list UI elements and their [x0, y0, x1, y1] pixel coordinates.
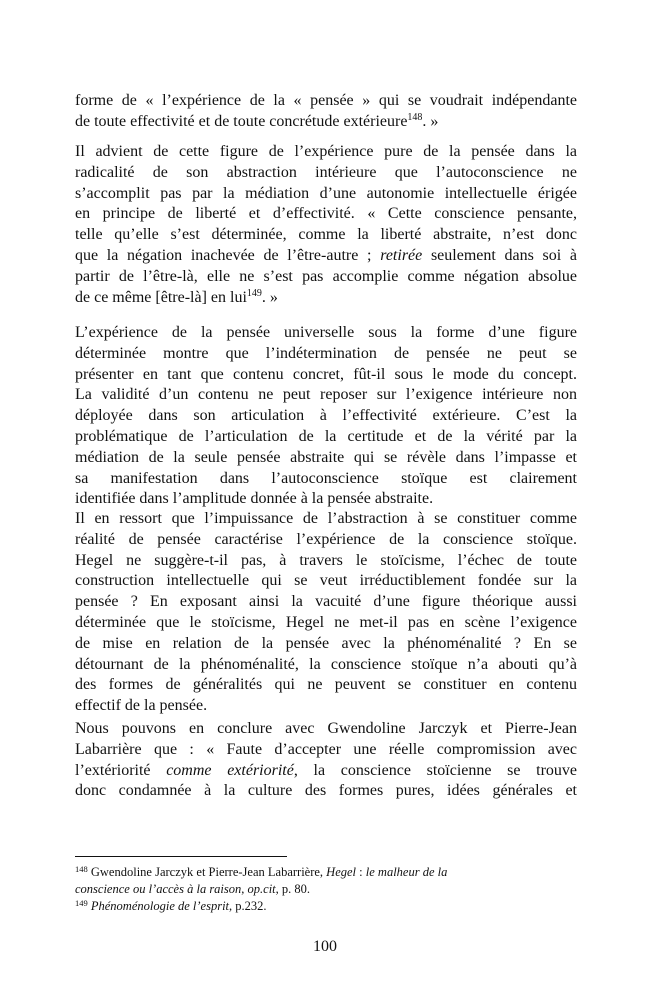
text-line [75, 204, 577, 225]
text-line [75, 112, 577, 133]
text-line [75, 323, 577, 344]
text-run: . » [261, 288, 278, 306]
text-run: telle qu’elle s’est déterminée, comme la liberté abstraite, n’est donc [75, 226, 577, 244]
italic-text: retirée [380, 246, 423, 264]
text-run: Nous pouvons en conclure avec Gwendoline Jarczyk et Pierre-Jean [75, 720, 577, 737]
text-line [75, 427, 577, 448]
text-run: forme de « l’expérience de la « pensée » qui se voudrait indépendante [75, 92, 577, 109]
text-line [75, 675, 577, 696]
text-run: Labarrière que : « Faute d’accepter une réelle compromission avec [75, 740, 577, 758]
text-line [75, 365, 577, 386]
text-run: identifiée dans l’amplitude donnée à la pensée abstraite. [75, 490, 434, 508]
text-run: , la conscience stoïcienne se trouve [293, 761, 578, 779]
footnote-ref: 148 [75, 864, 88, 874]
text-line [75, 551, 577, 572]
text-line [75, 142, 577, 163]
text-run: présenter en tant que contenu concret, fût-il sous le mode du concept. [75, 365, 577, 383]
text-run: déterminée montre que l’indétermination de pensée ne peut se [75, 344, 577, 362]
text-line [75, 163, 577, 184]
paragraph-5 [75, 719, 577, 802]
italic-text: conscience ou l’accès à la raison [75, 882, 242, 896]
text-line [75, 696, 577, 717]
text-run: en principe de liberté et d’effectivité. « Cette conscience pensante, [75, 205, 577, 223]
text-run: s’accomplit pas par la médiation d’une autonomie intellectuelle érigée [75, 184, 577, 202]
text-run: , p. 80. [275, 882, 311, 896]
text-run: , [241, 882, 248, 896]
text-line [75, 406, 577, 427]
text-run: , p.232. [229, 899, 267, 913]
text-run: de mise en relation de la pensée avec la phénoménalité ? En se [75, 634, 577, 652]
text-run: l’extériorité [75, 761, 167, 779]
italic-text: comme extériorité [166, 761, 294, 779]
text-run: médiation de la seule pensée abstraite qui se révèle dans l’impasse et [75, 448, 577, 466]
text-run: construction intellectuelle qui se veut irréductiblement fondée sur la [75, 572, 577, 590]
text-line [75, 225, 577, 246]
text-run: seulement dans soi à [422, 246, 578, 264]
text-line [75, 592, 577, 613]
text-run: que la négation inachevée de l’être-autre ; [75, 246, 381, 264]
text-line [75, 613, 577, 634]
text-line [75, 246, 577, 267]
footnote-line [75, 898, 577, 915]
paragraph-3 [75, 323, 577, 510]
text-line [75, 740, 577, 761]
paragraph-1 [75, 91, 577, 133]
italic-text: le malheur de la [365, 865, 448, 879]
text-run: : [356, 865, 366, 879]
text-run: sa manifestation dans l’autoconscience stoïque est clairement [75, 469, 577, 487]
text-line [75, 761, 577, 782]
text-run: . » [422, 112, 439, 130]
text-line [75, 530, 577, 551]
italic-text: Hegel [326, 865, 357, 879]
text-run: détournant de la phénoménalité, la conscience stoïque n’a abouti qu’à [75, 655, 577, 673]
footnote-line [75, 864, 577, 881]
text-run: Il advient de cette figure de l’expérience pure de la pensée dans la [75, 143, 577, 160]
footnote-ref: 149 [75, 898, 88, 908]
page-number: 100 [313, 938, 337, 955]
footnotes [75, 864, 577, 915]
text-run: déterminée que le stoïcisme, Hegel ne met-il pas en scène l’exigence [75, 613, 577, 631]
text-line [75, 634, 577, 655]
text-line [75, 184, 577, 205]
text-line [75, 448, 577, 469]
text-run: La validité d’un contenu ne peut reposer sur l’exigence intérieure non [75, 386, 577, 404]
text-run: radicalité de son abstraction intérieure que l’autoconscience ne [75, 163, 577, 181]
text-run: de ce même [être-là] en lui [75, 288, 247, 306]
footnote-separator [75, 856, 287, 857]
text-line [75, 91, 577, 112]
text-run: de toute effectivité et de toute concrétude extérieure [75, 112, 408, 130]
text-run: problématique de l’articulation de la certitude et de la vérité par la [75, 427, 577, 445]
text-run: partir de l’être-là, elle ne s’est pas accomplie comme négation absolue [75, 267, 577, 285]
text-run: L’expérience de la pensée universelle sous la forme d’une figure [75, 324, 577, 341]
text-run: Il en ressort que l’impuissance de l’abstraction à se constituer comme [75, 510, 577, 527]
paragraph-2 [75, 142, 577, 308]
text-run: pensée ? En exposant ainsi la vacuité d’une figure théorique aussi [75, 593, 577, 611]
italic-text: Phénoménologie de l’esprit [90, 899, 230, 913]
text-run: donc condamnée à la culture des formes pures, idées générales et [75, 782, 577, 800]
paragraph-4 [75, 509, 577, 717]
text-line [75, 719, 577, 740]
text-line [75, 655, 577, 676]
italic-text: op.cit [247, 882, 276, 896]
text-line [75, 288, 577, 309]
text-run: déployée dans son articulation à l’effectivité extérieure. C’est la [75, 407, 577, 425]
text-line [75, 781, 577, 802]
text-line [75, 489, 577, 510]
text-line [75, 509, 577, 530]
footnote-ref: 149 [246, 287, 262, 299]
text-run: Gwendoline Jarczyk et Pierre-Jean Labarrière, [87, 865, 327, 879]
text-line [75, 385, 577, 406]
text-line [75, 469, 577, 490]
text-line [75, 344, 577, 365]
text-run: effectif de la pensée. [75, 697, 208, 715]
footnote-ref: 148 [407, 111, 423, 123]
text-run: des formes de généralités qui ne peuvent se constituer en contenu [75, 676, 577, 694]
text-line [75, 267, 577, 288]
text-line [75, 571, 577, 592]
footnote-line [75, 881, 577, 898]
text-run: Hegel ne suggère-t-il pas, à travers le stoïcisme, l’échec de toute [75, 551, 577, 569]
text-run: réalité de pensée caractérise l’expérience de la conscience stoïque. [75, 530, 577, 548]
